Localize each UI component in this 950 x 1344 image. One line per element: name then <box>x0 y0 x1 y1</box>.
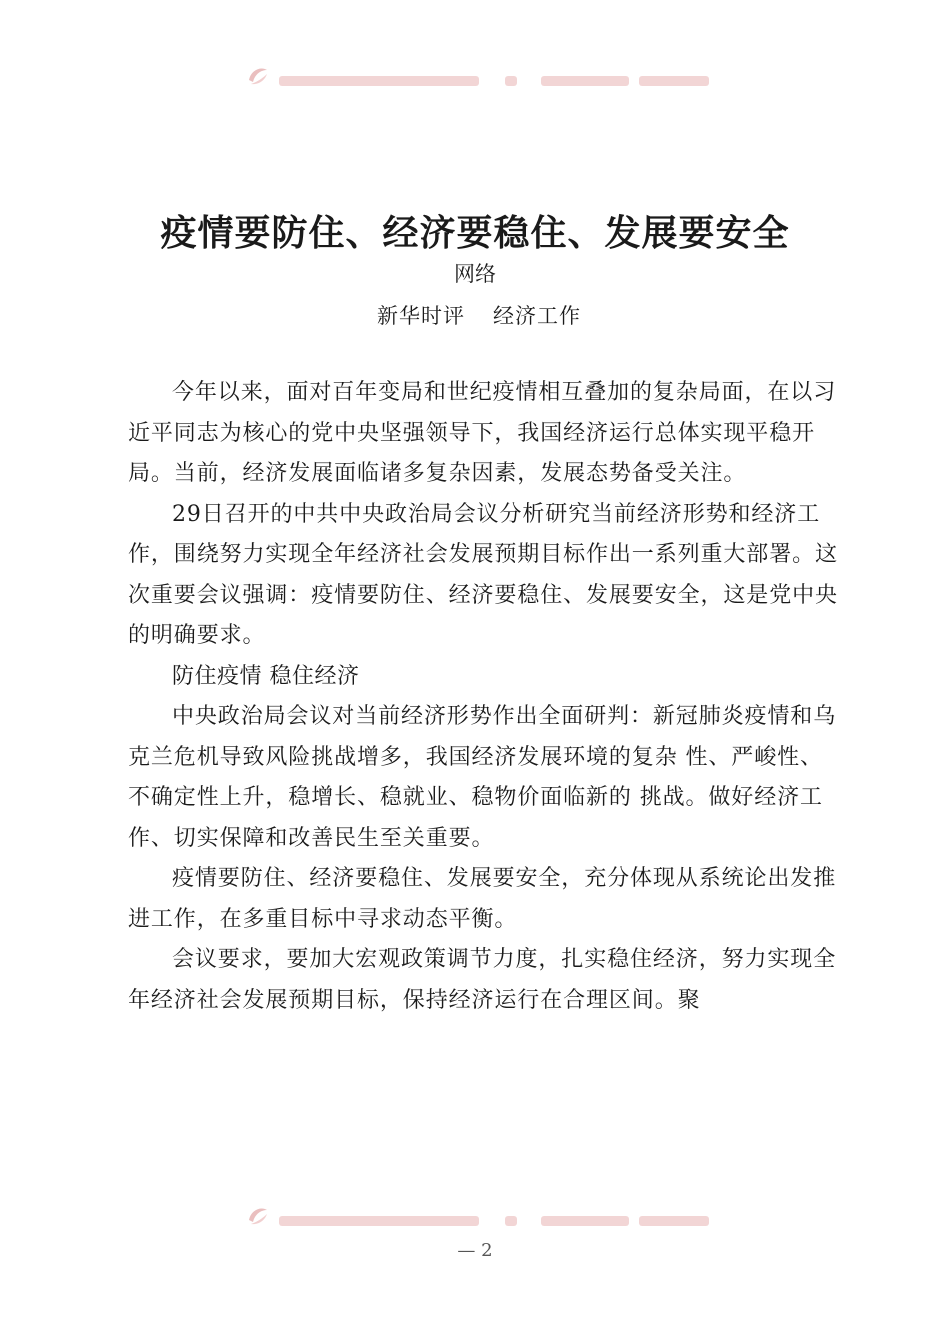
paragraph: 会议要求，要加大宏观政策调节力度，扎实稳住经济，努力实现全年经济社会发展预期目标，保持经济运行在合理区间。聚 <box>128 947 837 1013</box>
footer-watermark <box>245 1200 715 1230</box>
column-tag: 新华时评 <box>377 304 465 328</box>
article-body <box>128 373 840 1021</box>
paragraph: 29日召开的中共中央政治局会议分析研究当前经济形势和经济工作，围绕努力实现全年经济社会发展预期目标作出一系列重大部署。这次重要会议强调：疫情要防住、经济要稳住、发展要安全，这是党中央的明确要求。 <box>128 501 838 648</box>
column-tags <box>0 300 950 330</box>
watermark-text <box>279 76 709 86</box>
paragraph: 中央政治局会议对当前经济形势作出全面研判：新冠肺炎疫情和乌克兰危机导致风险挑战增多，我国经济发展环境的复杂 性、严峻性、不确定性上升，稳增长、稳就业、稳物价面临新的 挑战。做好经济工作、切实保障和改善民生至关重要。 <box>128 704 837 851</box>
paragraph: 今年以来，面对百年变局和世纪疫情相互叠加的复杂局面，在以习近平同志为核心的党中央坚强领导下，我国经济运行总体实现平稳开局。当前，经济发展面临诸多复杂因素，发展态势备受关注。 <box>128 380 837 486</box>
header-watermark <box>245 60 715 90</box>
source-label: 网络 <box>454 262 496 286</box>
brand-logo-icon <box>245 62 271 88</box>
column-tag: 经济工作 <box>493 304 581 328</box>
page-number: — 2 <box>457 1240 493 1256</box>
document-title: 疫情要防住、经济要稳住、发展要安全 <box>160 212 790 254</box>
paragraph: 疫情要防住、经济要稳住、发展要安全，充分体现从系统论出发推进工作，在多重目标中寻求动态平衡。 <box>128 866 837 932</box>
section-subheading: 防住疫情 稳住经济 <box>172 663 360 689</box>
watermark-text <box>279 1216 709 1226</box>
brand-logo-icon <box>245 1202 271 1228</box>
